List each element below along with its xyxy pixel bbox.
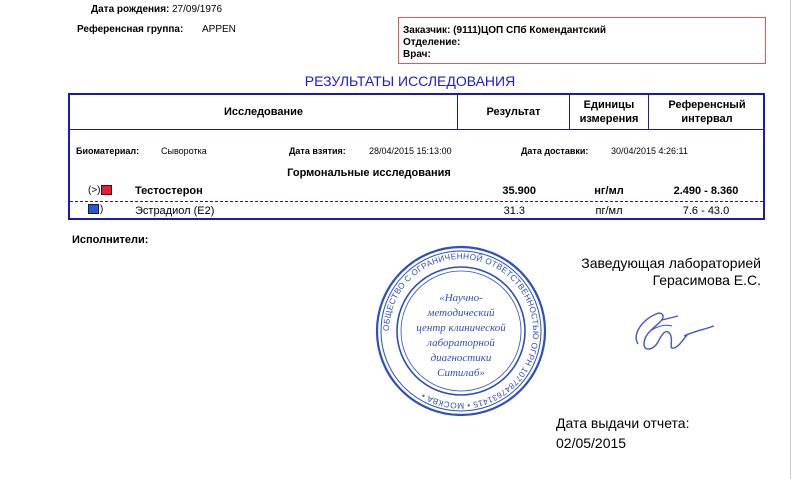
head-of-lab-name: Герасимова Е.С. bbox=[652, 272, 761, 288]
row-ref: 7.6 - 43.0 bbox=[682, 205, 730, 217]
seal-line: Ситилаб» bbox=[437, 367, 485, 379]
issue-date: 02/05/2015 bbox=[556, 435, 627, 451]
ref-group-value: APPEN bbox=[202, 24, 236, 35]
row-result: 35.900 bbox=[502, 185, 536, 197]
row-units: пг/мл bbox=[595, 205, 623, 217]
col-divider bbox=[648, 95, 649, 129]
flag-text: (>) bbox=[88, 185, 101, 196]
biomaterial-label: Биоматериал: bbox=[76, 146, 140, 156]
flag-high bbox=[88, 185, 112, 196]
department-line: Отделение: bbox=[403, 37, 461, 48]
header-study: Исследование bbox=[223, 106, 304, 118]
flag-text: ) bbox=[100, 204, 104, 215]
signature bbox=[622, 300, 722, 362]
header-divider bbox=[70, 129, 763, 130]
doctor-line: Врач: bbox=[403, 49, 431, 60]
seal-line: «Научно- bbox=[439, 292, 483, 304]
ref-group-label: Референсная группа: bbox=[77, 24, 184, 35]
seal-line: центр клинической bbox=[416, 322, 506, 334]
customer-box bbox=[398, 17, 766, 64]
seal-line: методический bbox=[427, 307, 495, 319]
issue-block bbox=[556, 413, 689, 453]
results-title: РЕЗУЛЬТАТЫ ИССЛЕДОВАНИЯ bbox=[304, 73, 516, 89]
row-result: 31.3 bbox=[503, 205, 525, 217]
laboratory-seal bbox=[374, 244, 548, 418]
delivery-value: 30/04/2015 4:26:11 bbox=[611, 146, 688, 156]
page-edge bbox=[790, 0, 791, 479]
high-flag-icon bbox=[101, 185, 112, 195]
row-name: Эстрадиол (Е2) bbox=[135, 205, 215, 217]
row-ref: 2.490 - 8.360 bbox=[673, 185, 739, 197]
taken-label: Дата взятия: bbox=[289, 146, 346, 156]
executors-label: Исполнители: bbox=[72, 234, 149, 246]
col-divider bbox=[569, 95, 570, 129]
row-units: нг/мл bbox=[594, 185, 624, 197]
customer-line: Заказчик: (9111)ЦОП СПб Комендантский bbox=[403, 25, 607, 36]
flag-normal bbox=[88, 204, 103, 215]
header-ref: Референсный интервал bbox=[668, 99, 746, 125]
normal-flag-icon bbox=[88, 204, 99, 214]
seal-outer-text: ОБЩЕСТВО С ОГРАНИЧЕННОЙ ОТВЕТСТВЕННОСТЬЮ ОГРН 1077847631415 • МОСКВА • bbox=[380, 250, 542, 412]
row-divider bbox=[70, 201, 763, 202]
issue-label: Дата выдачи отчета: bbox=[556, 415, 690, 431]
results-table bbox=[68, 93, 765, 220]
seal-line: лабораторной bbox=[427, 337, 495, 349]
head-of-lab bbox=[544, 255, 761, 289]
seal-line: диагностики bbox=[430, 352, 492, 364]
head-of-lab-title: Заведующая лабораторией bbox=[581, 255, 761, 271]
section-title: Гормональные исследования bbox=[287, 167, 451, 179]
biomaterial-value: Сыворотка bbox=[161, 146, 207, 156]
delivery-label: Дата доставки: bbox=[521, 146, 589, 156]
dob-value: 27/09/1976 bbox=[172, 4, 223, 15]
row-name: Тестостерон bbox=[135, 185, 203, 197]
taken-value: 28/04/2015 15:13:00 bbox=[369, 146, 452, 156]
dob-label: Дата рождения: bbox=[91, 4, 170, 15]
header-units: Единицы измерения bbox=[579, 99, 639, 125]
header-result: Результат bbox=[486, 106, 541, 118]
